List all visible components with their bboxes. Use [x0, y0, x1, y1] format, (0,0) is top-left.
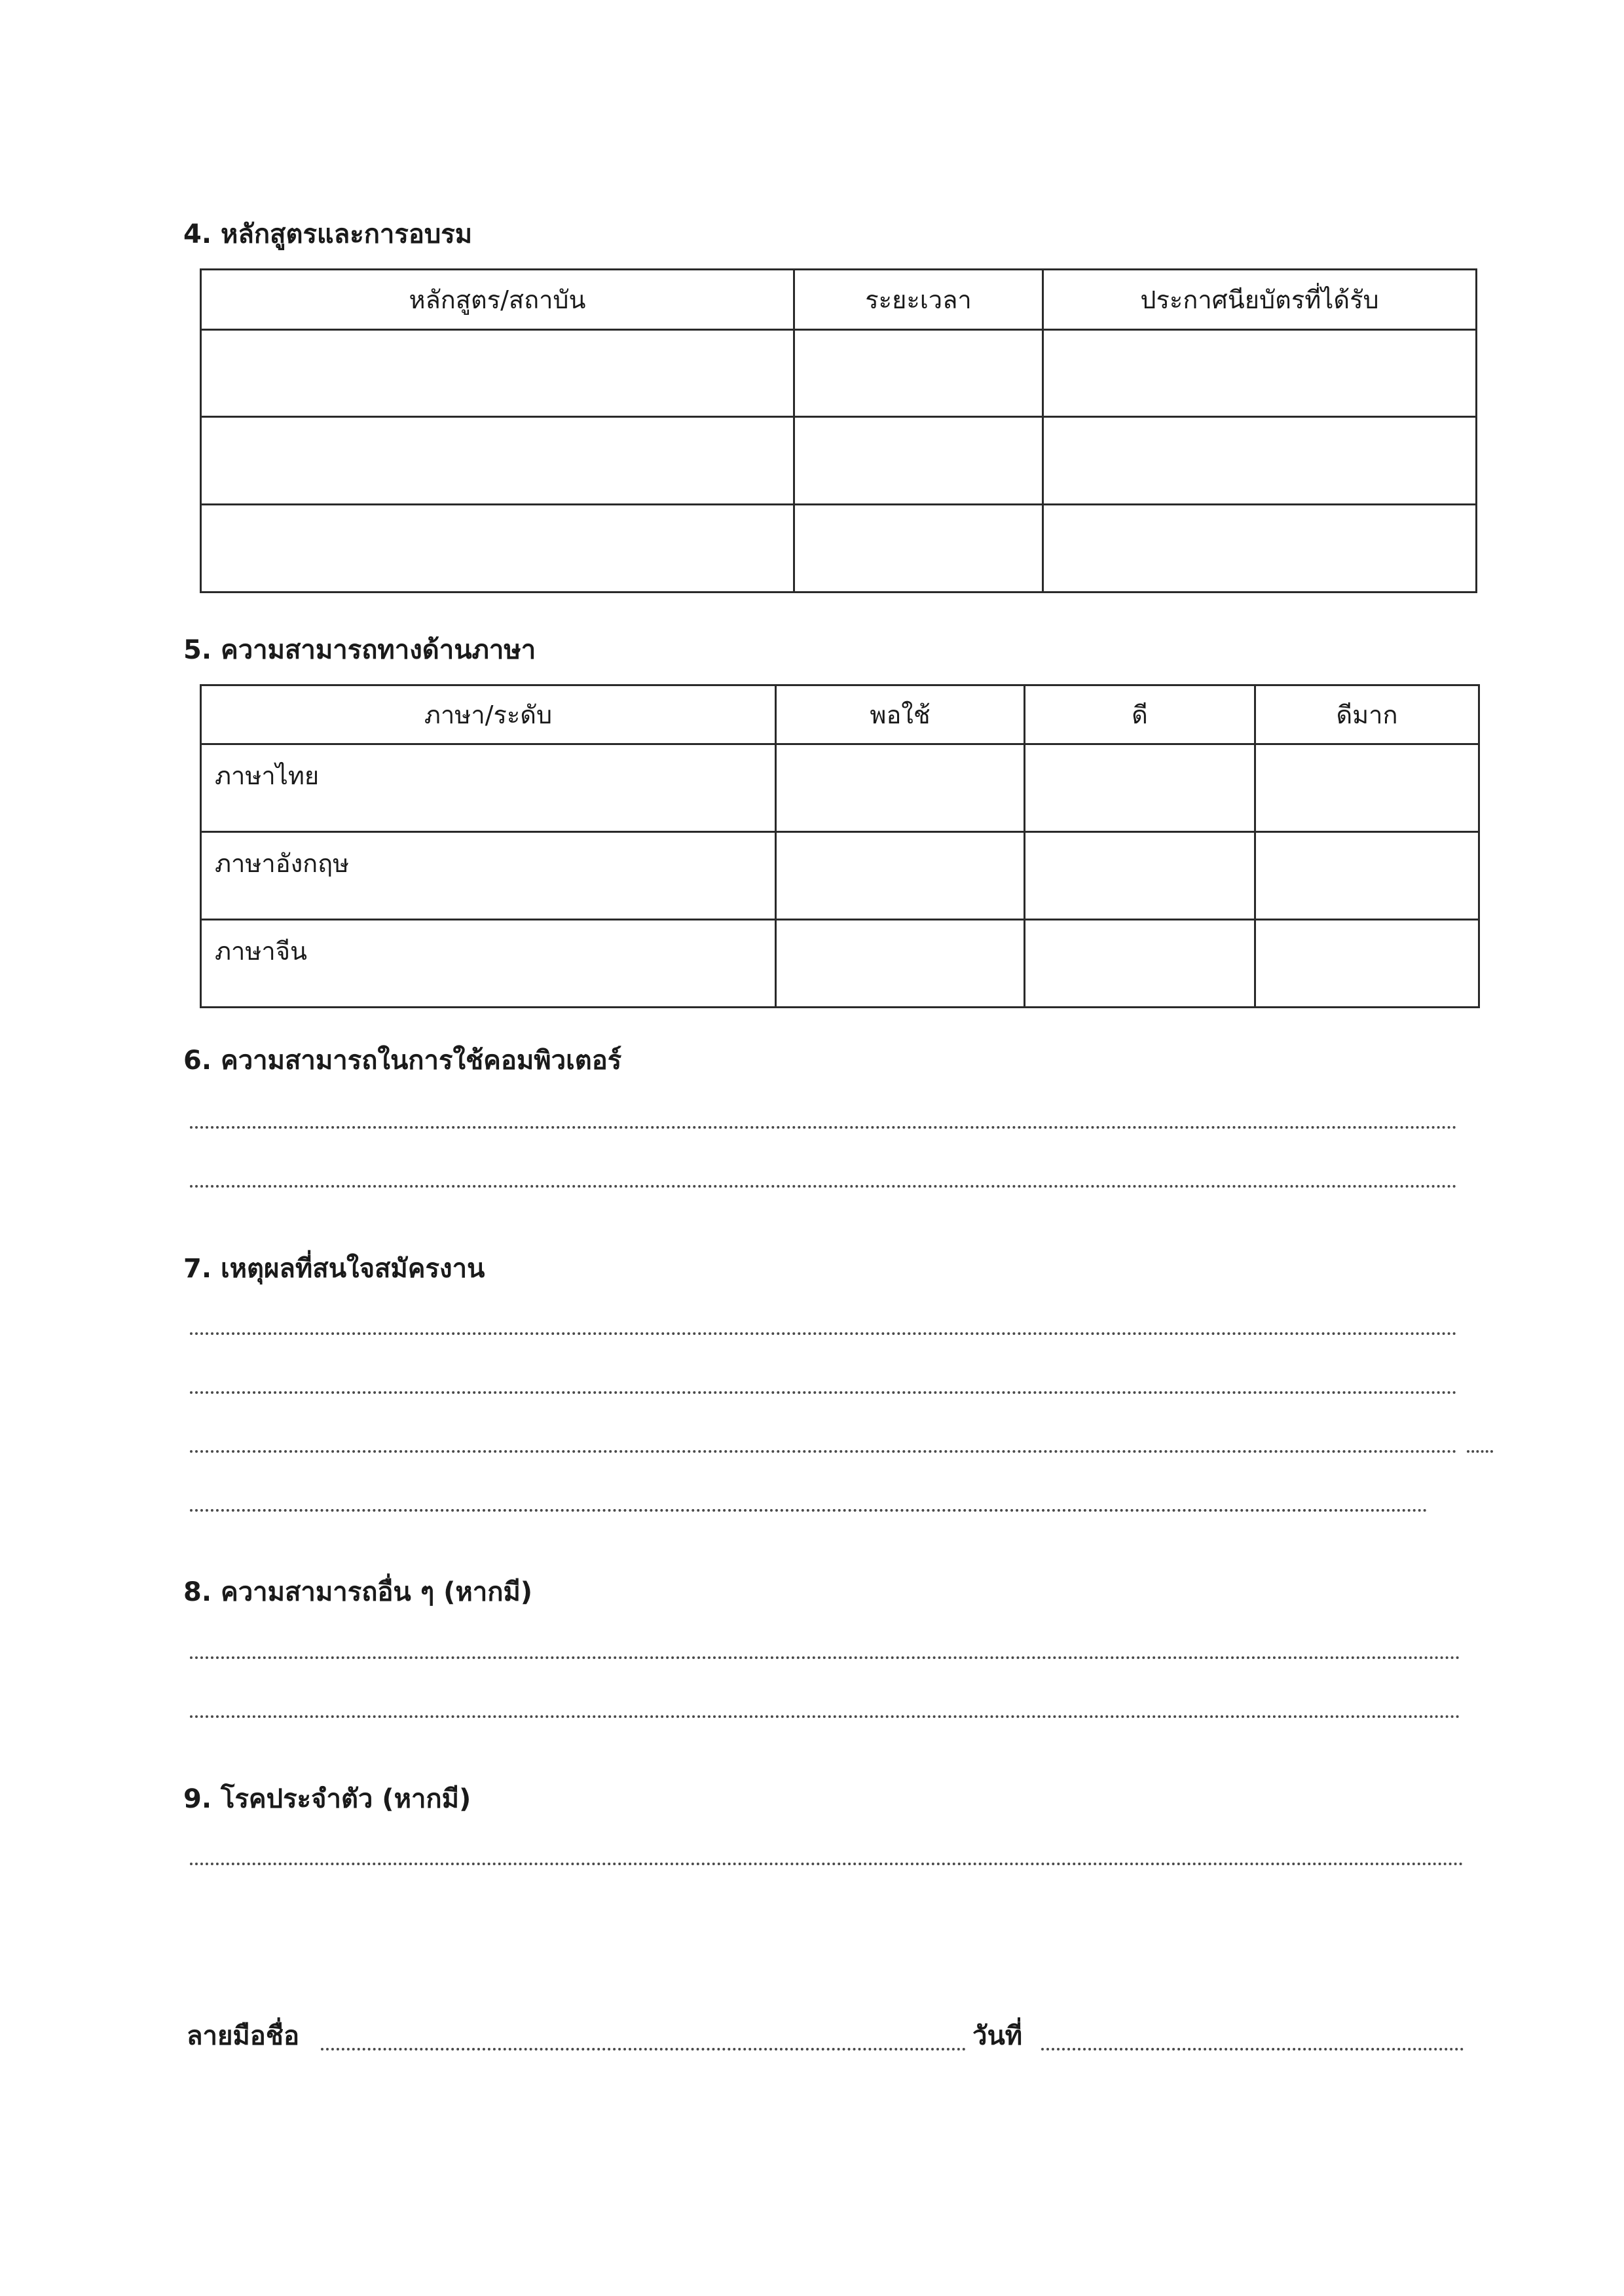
column-header-course: หลักสูตร/สถาบัน [201, 270, 794, 330]
course-cell[interactable] [201, 330, 794, 417]
reason-line[interactable] [190, 1391, 1457, 1394]
duration-cell[interactable] [794, 505, 1043, 592]
section-6-heading: 6. ความสามารถในการใช้คอมพิวเตอร์ [183, 1046, 622, 1076]
table-row [201, 417, 1477, 505]
table-row [201, 744, 1479, 832]
language-thai-label: ภาษาไทย [201, 744, 776, 832]
duration-cell[interactable] [794, 417, 1043, 505]
language-table [200, 684, 1480, 1008]
section-8-heading: 8. ความสามารถอื่น ๆ (หากมี) [183, 1577, 533, 1607]
computer-skills-line[interactable] [190, 1185, 1457, 1188]
certificate-cell[interactable] [1043, 505, 1477, 592]
other-skills-line[interactable] [190, 1715, 1460, 1718]
table-row [201, 920, 1479, 1008]
fair-cell[interactable] [776, 744, 1025, 832]
signature-label: ลายมือชื่อ [187, 2021, 299, 2051]
column-header-language: ภาษา/ระดับ [201, 685, 776, 744]
course-cell[interactable] [201, 417, 794, 505]
column-header-fair: พอใช้ [776, 685, 1025, 744]
good-cell[interactable] [1025, 832, 1255, 920]
excellent-cell[interactable] [1255, 920, 1479, 1008]
excellent-cell[interactable] [1255, 744, 1479, 832]
fair-cell[interactable] [776, 832, 1025, 920]
course-cell[interactable] [201, 505, 794, 592]
section-9-heading: 9. โรคประจำตัว (หากมี) [183, 1784, 471, 1814]
table-row [201, 505, 1477, 592]
column-header-good: ดี [1025, 685, 1255, 744]
date-label: วันที่ [972, 2021, 1023, 2051]
language-english-label: ภาษาอังกฤษ [201, 832, 776, 920]
medical-condition-line[interactable] [190, 1863, 1464, 1865]
table-row [201, 832, 1479, 920]
certificate-cell[interactable] [1043, 330, 1477, 417]
signature-field[interactable] [321, 2048, 966, 2050]
computer-skills-line[interactable] [190, 1126, 1457, 1129]
certificate-cell[interactable] [1043, 417, 1477, 505]
language-chinese-label: ภาษาจีน [201, 920, 776, 1008]
reason-line[interactable] [190, 1332, 1457, 1335]
section-5-heading: 5. ความสามารถทางด้านภาษา [183, 635, 536, 665]
good-cell[interactable] [1025, 744, 1255, 832]
reason-line[interactable] [190, 1509, 1428, 1512]
table-row [201, 330, 1477, 417]
section-4-heading: 4. หลักสูตรและการอบรม [183, 219, 473, 249]
fair-cell[interactable] [776, 920, 1025, 1008]
column-header-excellent: ดีมาก [1255, 685, 1479, 744]
reason-line-extension [1467, 1450, 1493, 1453]
good-cell[interactable] [1025, 920, 1255, 1008]
column-header-certificate: ประกาศนียบัตรที่ได้รับ [1043, 270, 1477, 330]
excellent-cell[interactable] [1255, 832, 1479, 920]
date-field[interactable] [1041, 2048, 1464, 2050]
training-table [200, 268, 1477, 593]
duration-cell[interactable] [794, 330, 1043, 417]
column-header-duration: ระยะเวลา [794, 270, 1043, 330]
section-7-heading: 7. เหตุผลที่สนใจสมัครงาน [183, 1254, 485, 1284]
reason-line[interactable] [190, 1450, 1457, 1453]
other-skills-line[interactable] [190, 1656, 1460, 1659]
